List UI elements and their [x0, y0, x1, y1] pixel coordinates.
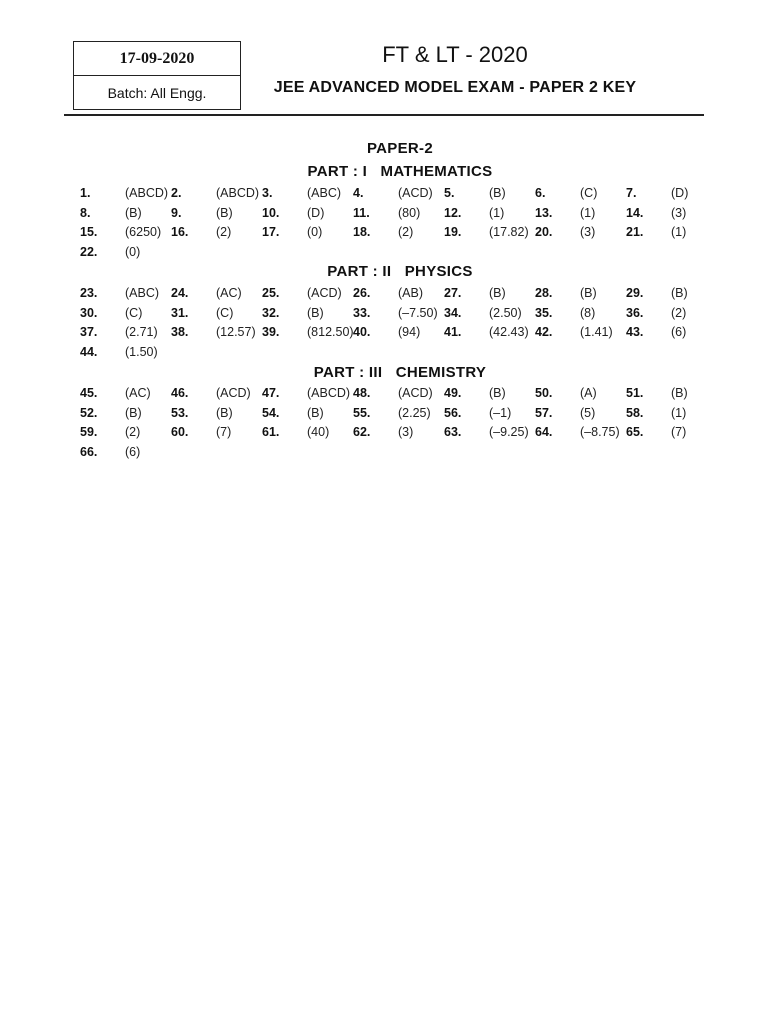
document-subtitle: JEE ADVANCED MODEL EXAM - PAPER 2 KEY — [273, 79, 637, 96]
question-number: 54. — [262, 405, 280, 420]
question-number: 15. — [80, 225, 98, 239]
answer-value: (B) — [580, 286, 597, 300]
question-number: 30. — [80, 305, 98, 320]
answer-value: (2) — [125, 425, 141, 439]
question-number: 55. — [353, 405, 371, 420]
question-number: 33. — [353, 305, 371, 320]
question-number: 35. — [535, 305, 553, 320]
answer-grid-chemistry — [80, 384, 700, 462]
answer-value: (812.50) — [307, 325, 354, 339]
document-title: FT & LT - 2020 — [382, 42, 528, 67]
answer-value: (ABC) — [125, 286, 160, 300]
answer-value: (ACD) — [398, 186, 433, 200]
answer-value: (5) — [580, 405, 596, 420]
header-divider — [64, 114, 704, 116]
question-number: 17. — [262, 225, 280, 239]
answer-value: (B) — [489, 386, 506, 400]
question-number: 50. — [535, 386, 553, 400]
answer-value: (B) — [125, 405, 142, 420]
answer-value: (B) — [671, 286, 688, 300]
question-number: 65. — [626, 425, 644, 439]
question-number: 64. — [535, 425, 553, 439]
answer-value: (–7.50) — [398, 305, 438, 320]
answer-row — [80, 204, 700, 224]
answer-value: (12.57) — [216, 325, 256, 339]
question-number: 3. — [262, 186, 273, 200]
question-number: 11. — [353, 205, 370, 220]
answer-value: (A) — [580, 386, 597, 400]
answer-value: (1) — [580, 205, 596, 220]
question-number: 27. — [444, 286, 462, 300]
answer-row — [80, 423, 700, 443]
answer-value: (AC) — [125, 386, 151, 400]
answer-value: (B) — [671, 386, 688, 400]
answer-value: (ABCD) — [216, 186, 260, 200]
answer-value: (B) — [307, 305, 324, 320]
part-title-mathematics: PART : I MATHEMATICS — [307, 163, 493, 180]
question-number: 18. — [353, 225, 371, 239]
answer-value: (B) — [216, 205, 233, 220]
answer-value: (94) — [398, 325, 421, 339]
answer-value: (0) — [125, 244, 141, 259]
answer-value: (D) — [671, 186, 689, 200]
answer-value: (AB) — [398, 286, 423, 300]
exam-date: 17-09-2020 — [74, 42, 240, 76]
batch-label: Batch: All Engg. — [107, 85, 207, 101]
question-number: 57. — [535, 405, 553, 420]
answer-value: (2.25) — [398, 405, 431, 420]
question-number: 6. — [535, 186, 546, 200]
answer-value: (1) — [671, 225, 687, 239]
question-number: 58. — [626, 405, 644, 420]
question-number: 39. — [262, 325, 280, 339]
answer-row — [80, 304, 700, 324]
question-number: 31. — [171, 305, 189, 320]
question-number: 5. — [444, 186, 455, 200]
question-number: 9. — [171, 205, 182, 220]
question-number: 47. — [262, 386, 280, 400]
part-title-chemistry: PART : III CHEMISTRY — [313, 364, 487, 381]
question-number: 59. — [80, 425, 98, 439]
question-number: 25. — [262, 286, 280, 300]
part-title-physics: PART : II PHYSICS — [327, 263, 473, 280]
question-number: 32. — [262, 305, 280, 320]
answer-value: (B) — [307, 405, 324, 420]
question-number: 12. — [444, 205, 462, 220]
question-number: 20. — [535, 225, 553, 239]
question-number: 13. — [535, 205, 553, 220]
answer-value: (B) — [489, 186, 506, 200]
answer-value: (2) — [216, 225, 232, 239]
question-number: 40. — [353, 325, 371, 339]
answer-value: (6250) — [125, 225, 162, 239]
answer-value: (C) — [580, 186, 598, 200]
question-number: 43. — [626, 325, 644, 339]
answer-value: (–9.25) — [489, 425, 529, 439]
question-number: 48. — [353, 386, 371, 400]
question-number: 2. — [171, 186, 182, 200]
question-number: 52. — [80, 405, 98, 420]
question-number: 62. — [353, 425, 371, 439]
question-number: 36. — [626, 305, 644, 320]
answer-value: (1) — [671, 405, 687, 420]
answer-row — [80, 404, 700, 424]
answer-row — [80, 323, 700, 343]
answer-value: (1.50) — [125, 344, 158, 359]
answer-value: (3) — [398, 425, 414, 439]
question-number: 42. — [535, 325, 553, 339]
answer-value: (B) — [489, 286, 506, 300]
answer-grid-mathematics — [80, 184, 700, 262]
answer-grid-physics — [80, 284, 700, 362]
answer-value: (B) — [216, 405, 233, 420]
info-box — [73, 41, 241, 110]
answer-row — [80, 343, 700, 363]
answer-value: (2) — [671, 305, 687, 320]
question-number: 66. — [80, 444, 98, 459]
question-number: 53. — [171, 405, 189, 420]
answer-value: (–8.75) — [580, 425, 620, 439]
answer-value: (C) — [216, 305, 234, 320]
answer-row — [80, 384, 700, 404]
question-number: 34. — [444, 305, 462, 320]
answer-value: (C) — [125, 305, 143, 320]
question-number: 41. — [444, 325, 462, 339]
question-number: 28. — [535, 286, 553, 300]
question-number: 45. — [80, 386, 98, 400]
answer-value: (0) — [307, 225, 323, 239]
answer-value: (8) — [580, 305, 596, 320]
question-number: 22. — [80, 244, 98, 259]
answer-value: (1.41) — [580, 325, 613, 339]
answer-value: (2.71) — [125, 325, 158, 339]
paper-title: PAPER-2 — [366, 140, 433, 157]
answer-value: (ABCD) — [125, 186, 169, 200]
answer-value: (3) — [580, 225, 596, 239]
answer-value: (2) — [398, 225, 414, 239]
answer-value: (ACD) — [216, 386, 251, 400]
answer-value: (7) — [671, 425, 687, 439]
question-number: 26. — [353, 286, 371, 300]
question-number: 4. — [353, 186, 364, 200]
answer-value: (3) — [671, 205, 687, 220]
answer-value: (ABCD) — [307, 386, 351, 400]
answer-row — [80, 284, 700, 304]
question-number: 37. — [80, 325, 98, 339]
answer-row — [80, 443, 700, 463]
answer-value: (42.43) — [489, 325, 529, 339]
question-number: 49. — [444, 386, 462, 400]
answer-value: (7) — [216, 425, 232, 439]
question-number: 46. — [171, 386, 189, 400]
answer-value: (–1) — [489, 405, 512, 420]
question-number: 23. — [80, 286, 98, 300]
answer-row — [80, 223, 700, 243]
question-number: 21. — [626, 225, 644, 239]
question-number: 63. — [444, 425, 462, 439]
question-number: 16. — [171, 225, 189, 239]
answer-value: (1) — [489, 205, 505, 220]
question-number: 44. — [80, 344, 98, 359]
answer-value: (ACD) — [307, 286, 342, 300]
answer-row — [80, 243, 700, 263]
answer-value: (D) — [307, 205, 325, 220]
question-number: 61. — [262, 425, 280, 439]
question-number: 24. — [171, 286, 189, 300]
answer-value: (80) — [398, 205, 421, 220]
question-number: 38. — [171, 325, 189, 339]
question-number: 60. — [171, 425, 189, 439]
answer-value: (17.82) — [489, 225, 529, 239]
answer-row — [80, 184, 700, 204]
answer-value: (B) — [125, 205, 142, 220]
answer-value: (6) — [671, 325, 687, 339]
question-number: 8. — [80, 205, 91, 220]
answer-value: (ABC) — [307, 186, 342, 200]
question-number: 19. — [444, 225, 462, 239]
answer-value: (ACD) — [398, 386, 433, 400]
question-number: 56. — [444, 405, 462, 420]
question-number: 7. — [626, 186, 637, 200]
answer-value: (40) — [307, 425, 330, 439]
answer-value: (2.50) — [489, 305, 522, 320]
question-number: 29. — [626, 286, 644, 300]
question-number: 14. — [626, 205, 644, 220]
question-number: 1. — [80, 186, 91, 200]
question-number: 51. — [626, 386, 644, 400]
question-number: 10. — [262, 205, 280, 220]
answer-value: (AC) — [216, 286, 242, 300]
answer-value: (6) — [125, 444, 141, 459]
